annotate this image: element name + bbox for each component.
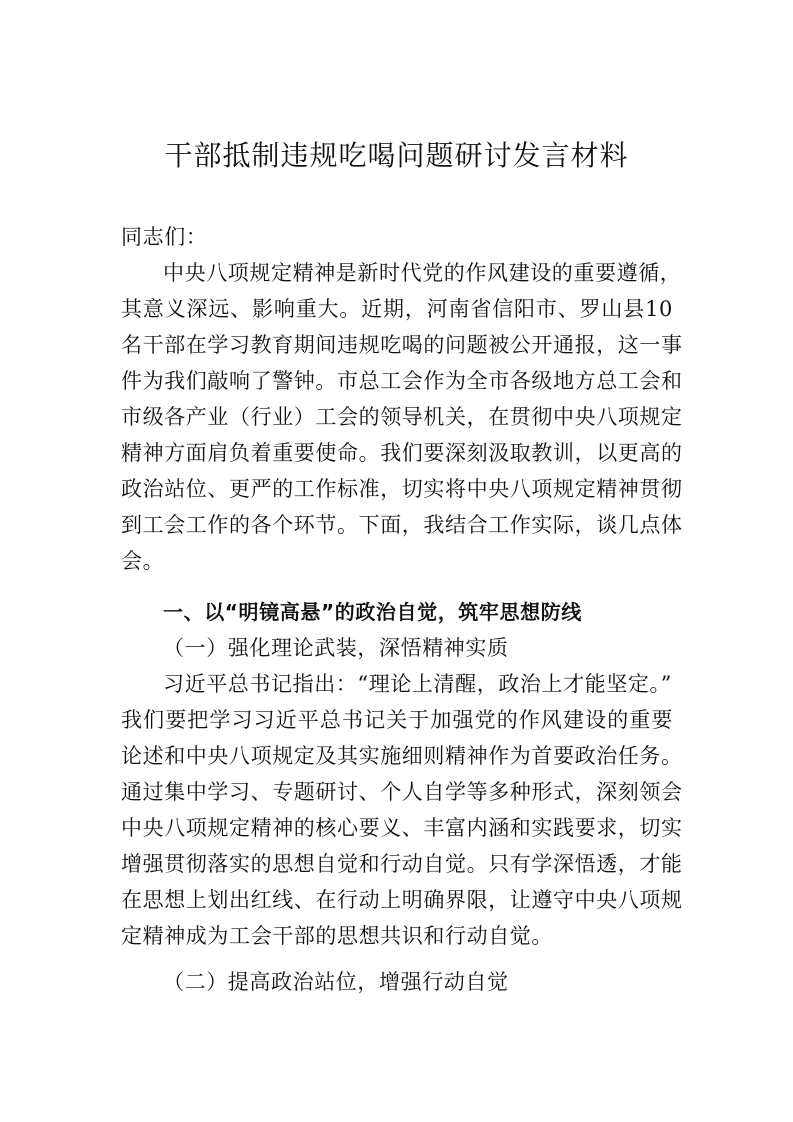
paragraph-line: 到工会工作的各个环节。下面，我结合工作实际，谈几点体 — [121, 513, 683, 537]
paragraph-line: 在思想上划出红线、在行动上明确界限，让遵守中央八项规 — [121, 888, 683, 912]
paragraph-line: 会。 — [121, 549, 165, 573]
subsection-heading: （一）强化理论武装，深悟精神实质 — [163, 636, 509, 660]
paragraph-line: 件为我们敲响了警钟。市总工会作为全市各级地方总工会和 — [121, 369, 683, 393]
paragraph-line: 精神方面肩负着重要使命。我们要深刻汲取教训，以更高的 — [121, 441, 683, 465]
document-title: 干部抵制违规吃喝问题研讨发言材料 — [164, 139, 629, 172]
paragraph-line: 通过集中学习、专题研讨、个人自学等多种形式，深刻领会 — [121, 780, 683, 804]
paragraph-line: 其意义深远、影响重大。近期，河南省信阳市、罗山县10 — [121, 297, 673, 321]
paragraph-line: 中央八项规定精神是新时代党的作风建设的重要遵循， — [163, 261, 682, 285]
paragraph-line: 市级各产业（行业）工会的领导机关，在贯彻中央八项规定 — [121, 405, 683, 429]
paragraph-line: 定精神成为工会干部的思想共识和行动自觉。 — [121, 924, 553, 948]
paragraph-line: 论述和中央八项规定及其实施细则精神作为首要政治任务。 — [121, 744, 683, 768]
section-heading: 一、以“明镜高悬”的政治自觉，筑牢思想防线 — [163, 600, 582, 624]
paragraph-line: 习近平总书记指出：“理论上清醒，政治上才能坚定。” — [163, 672, 672, 696]
paragraph-line: 名干部在学习教育期间违规吃喝的问题被公开通报，这一事 — [121, 333, 683, 357]
salutation: 同志们： — [121, 225, 208, 249]
paragraph-line: 中央八项规定精神的核心要义、丰富内涵和实践要求，切实 — [121, 816, 683, 840]
paragraph-line: 增强贯彻落实的思想自觉和行动自觉。只有学深悟透，才能 — [121, 852, 683, 876]
subsection-heading: （二）提高政治站位，增强行动自觉 — [163, 970, 509, 994]
paragraph-line: 我们要把学习习近平总书记关于加强党的作风建设的重要 — [121, 708, 673, 732]
paragraph-line: 政治站位、更严的工作标准，切实将中央八项规定精神贯彻 — [121, 477, 683, 501]
